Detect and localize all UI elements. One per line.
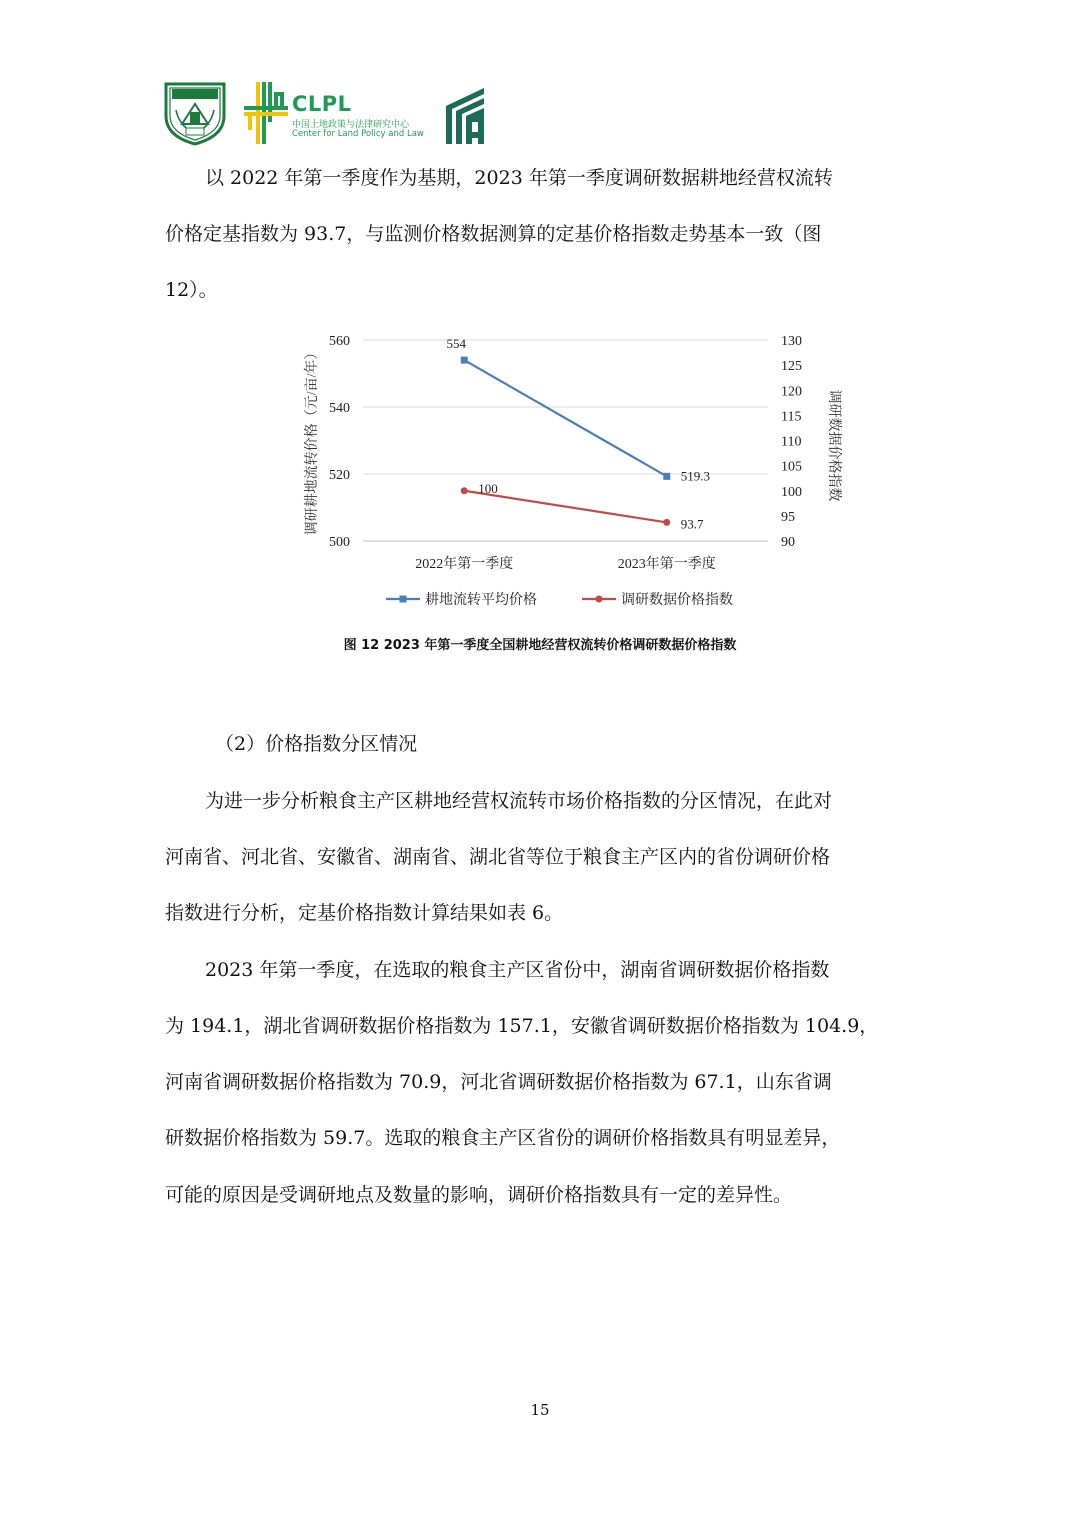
right-axis-tick-label: 125 xyxy=(781,359,802,375)
institute-logo-icon xyxy=(444,86,492,144)
page-number: 15 xyxy=(530,1401,550,1419)
line-chart xyxy=(0,320,1080,620)
right-axis-tick-label: 105 xyxy=(781,459,802,475)
data-point-marker xyxy=(663,473,670,480)
paragraph-1-line-1: 以 2022 年第一季度作为基期，2023 年第一季度调研数据耕地经营权流转 xyxy=(205,167,833,189)
paragraph-3-line-1: 2023 年第一季度，在选取的粮食主产区省份中，湖南省调研数据价格指数 xyxy=(205,959,830,981)
clpl-title: CLPL xyxy=(292,92,352,116)
left-axis-tick-label: 560 xyxy=(329,334,350,349)
cau-logo-icon xyxy=(162,80,228,146)
clpl-mark-icon xyxy=(244,80,288,146)
legend-label: 耕地流转平均价格 xyxy=(425,593,537,608)
paragraph-1-line-2: 价格定基指数为 93.7，与监测价格数据测算的定基价格指数走势基本一致（图 xyxy=(165,223,822,245)
paragraph-3-line-5: 可能的原因是受调研地点及数量的影响，调研价格指数具有一定的差异性。 xyxy=(165,1184,793,1206)
legend-swatch-marker xyxy=(596,596,603,603)
paragraph-2-line-2: 河南省、河北省、安徽省、湖南省、湖北省等位于粮食主产区内的省份调研价格 xyxy=(165,846,831,868)
paragraph-3-line-2: 为 194.1，湖北省调研数据价格指数为 157.1，安徽省调研数据价格指数为 104.9， xyxy=(165,1015,879,1037)
x-axis-tick-label: 2022年第一季度 xyxy=(415,557,514,572)
series-line xyxy=(464,360,667,476)
data-label: 100 xyxy=(478,480,498,496)
clpl-english-name: Center for Land Policy and Law xyxy=(292,129,424,139)
right-axis-tick-label: 100 xyxy=(781,484,802,500)
data-point-marker xyxy=(663,519,670,526)
data-label: 519.3 xyxy=(680,468,710,484)
x-axis-tick-label: 2023年第一季度 xyxy=(617,557,716,572)
figure-caption: 图 12 2023 年第一季度全国耕地经营权流转价格调研数据价格指数 xyxy=(343,638,737,653)
data-point-marker xyxy=(461,487,468,494)
right-axis-tick-label: 90 xyxy=(781,535,795,550)
left-axis-title: 调研耕地流转价格（元/亩/年） xyxy=(305,345,320,536)
right-axis-tick-label: 120 xyxy=(781,384,802,400)
data-label: 93.7 xyxy=(680,516,704,532)
paragraph-3-line-4: 研数据价格指数为 59.7。选取的粮食主产区省份的调研价格指数具有明显差异， xyxy=(165,1127,841,1149)
left-axis-tick-label: 540 xyxy=(329,401,350,416)
legend-label: 调研数据价格指数 xyxy=(621,593,733,608)
left-axis-tick-label: 520 xyxy=(329,468,350,483)
right-axis-tick-label: 110 xyxy=(781,434,802,450)
paragraph-2-line-1: 为进一步分析粮食主产区耕地经营权流转市场价格指数的分区情况，在此对 xyxy=(205,790,833,812)
right-axis-tick-label: 115 xyxy=(781,409,802,425)
clpl-logo xyxy=(244,80,424,146)
right-axis-tick-label: 130 xyxy=(781,334,802,349)
data-label: 554 xyxy=(446,336,466,352)
right-axis-tick-label: 95 xyxy=(781,509,795,525)
clpl-chinese-name: 中国土地政策与法律研究中心 xyxy=(292,120,410,130)
data-point-marker xyxy=(461,357,468,364)
section-heading: （2）价格指数分区情况 xyxy=(215,733,418,755)
left-axis-tick-label: 500 xyxy=(329,535,350,550)
paragraph-2-line-3: 指数进行分析，定基价格指数计算结果如表 6。 xyxy=(165,902,564,924)
paragraph-3-line-3: 河南省调研数据价格指数为 70.9，河北省调研数据价格指数为 67.1，山东省调 xyxy=(165,1071,832,1093)
paragraph-1-line-3: 12）。 xyxy=(165,279,218,301)
legend-swatch-marker xyxy=(400,596,407,603)
right-axis-title: 调研数据价格指数 xyxy=(826,389,841,502)
